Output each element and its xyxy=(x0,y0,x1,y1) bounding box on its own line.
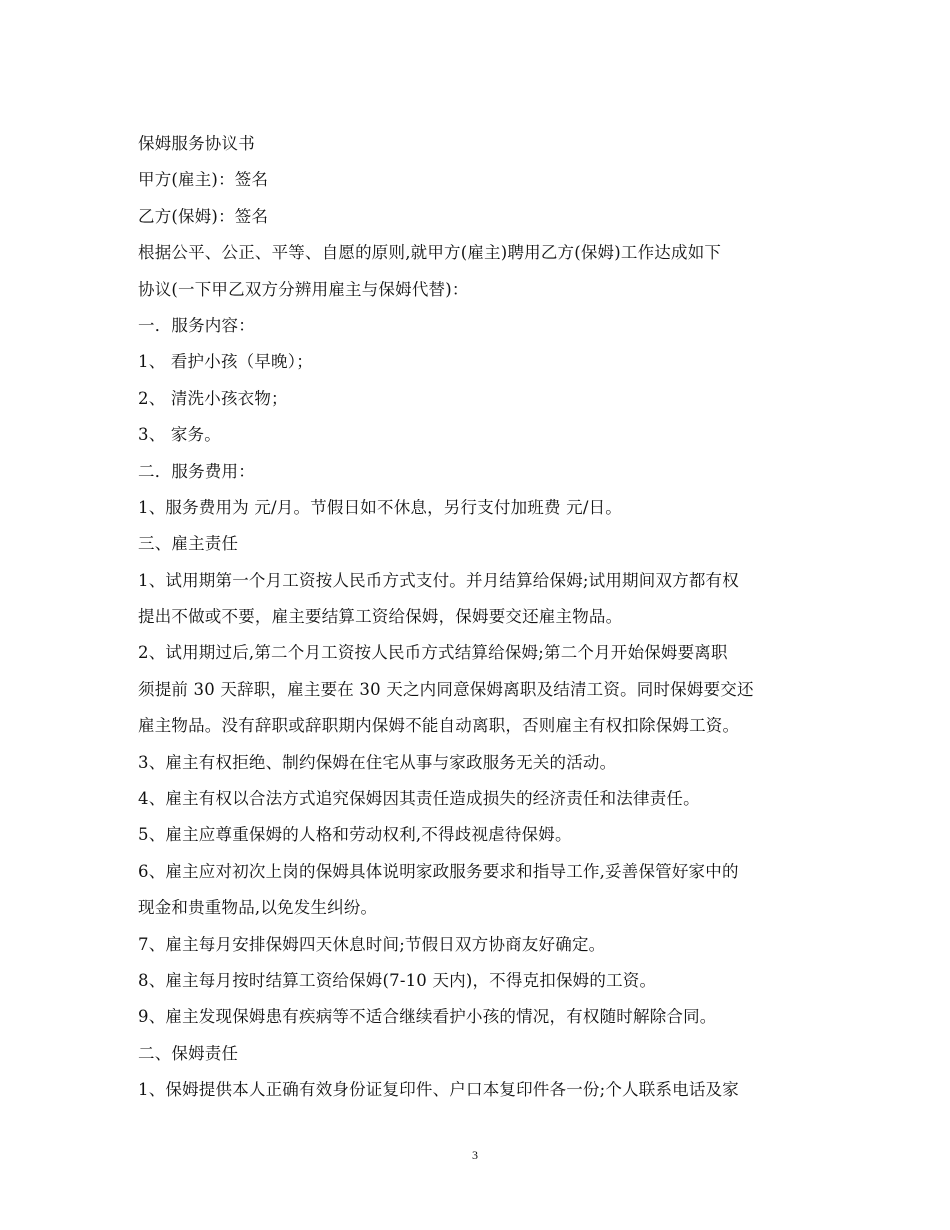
clause-line: 2、试用期过后,第二个月工资按人民币方式结算给保姆;第二个月开始保姆要离职 xyxy=(138,643,728,663)
clause-line: 1、保姆提供本人正确有效身份证复印件、户口本复印件各一份;个人联系电话及家 xyxy=(138,1080,739,1100)
preamble-line: 协议(一下甲乙双方分辨用雇主与保姆代替)： xyxy=(138,279,469,299)
party-b-line: 乙方(保姆)：签名 xyxy=(138,206,269,226)
page-number: 3 xyxy=(472,1148,478,1162)
clause-line: 3、雇主有权拒绝、制约保姆在住宅从事与家政服务无关的活动。 xyxy=(138,752,617,772)
section-heading: 二、保姆责任 xyxy=(138,1043,239,1063)
document-title: 保姆服务协议书 xyxy=(138,134,255,153)
section-heading: 一．服务内容： xyxy=(138,315,255,335)
list-item: 1、服务费用为 元/月。节假日如不休息，另行支付加班费 元/日。 xyxy=(138,497,623,517)
party-a-line: 甲方(雇主)：签名 xyxy=(138,170,269,190)
document-body xyxy=(138,126,818,1109)
clause-line: 5、雇主应尊重保姆的人格和劳动权利,不得歧视虐待保姆。 xyxy=(138,825,572,845)
clause-line: 7、雇主每月安排保姆四天休息时间;节假日双方协商友好确定。 xyxy=(138,934,606,954)
clause-line: 6、雇主应对初次上岗的保姆具体说明家政服务要求和指导工作,妥善保管好家中的 xyxy=(138,861,739,881)
clause-line: 须提前 30 天辞职，雇主要在 30 天之内同意保姆离职及结清工资。同时保姆要交还 xyxy=(138,679,754,699)
list-item: 3、 家务。 xyxy=(138,425,221,445)
list-item: 2、 清洗小孩衣物； xyxy=(138,388,288,408)
clause-line: 9、雇主发现保姆患有疾病等不适合继续看护小孩的情况，有权随时解除合同。 xyxy=(138,1007,717,1027)
clause-line: 现金和贵重物品,以免发生纠纷。 xyxy=(138,898,378,918)
list-item: 1、 看护小孩（早晚）； xyxy=(138,352,313,372)
preamble-line: 根据公平、公正、平等、自愿的原则,就甲方(雇主)聘用乙方(保姆)工作达成如下 xyxy=(138,243,722,263)
clause-line: 提出不做或不要，雇主要结算工资给保姆，保姆要交还雇主物品。 xyxy=(138,607,623,627)
clause-line: 4、雇主有权以合法方式追究保姆因其责任造成损失的经济责任和法律责任。 xyxy=(138,789,700,809)
clause-line: 1、试用期第一个月工资按人民币方式支付。并月结算给保姆;试用期间双方都有权 xyxy=(138,570,739,590)
clause-line: 8、雇主每月按时结算工资给保姆(7-10 天内)，不得克扣保姆的工资。 xyxy=(138,970,657,990)
section-heading: 二．服务费用： xyxy=(138,461,255,481)
section-heading: 三、雇主责任 xyxy=(138,534,239,554)
clause-line: 雇主物品。没有辞职或辞职期内保姆不能自动离职，否则雇主有权扣除保姆工资。 xyxy=(138,716,740,736)
